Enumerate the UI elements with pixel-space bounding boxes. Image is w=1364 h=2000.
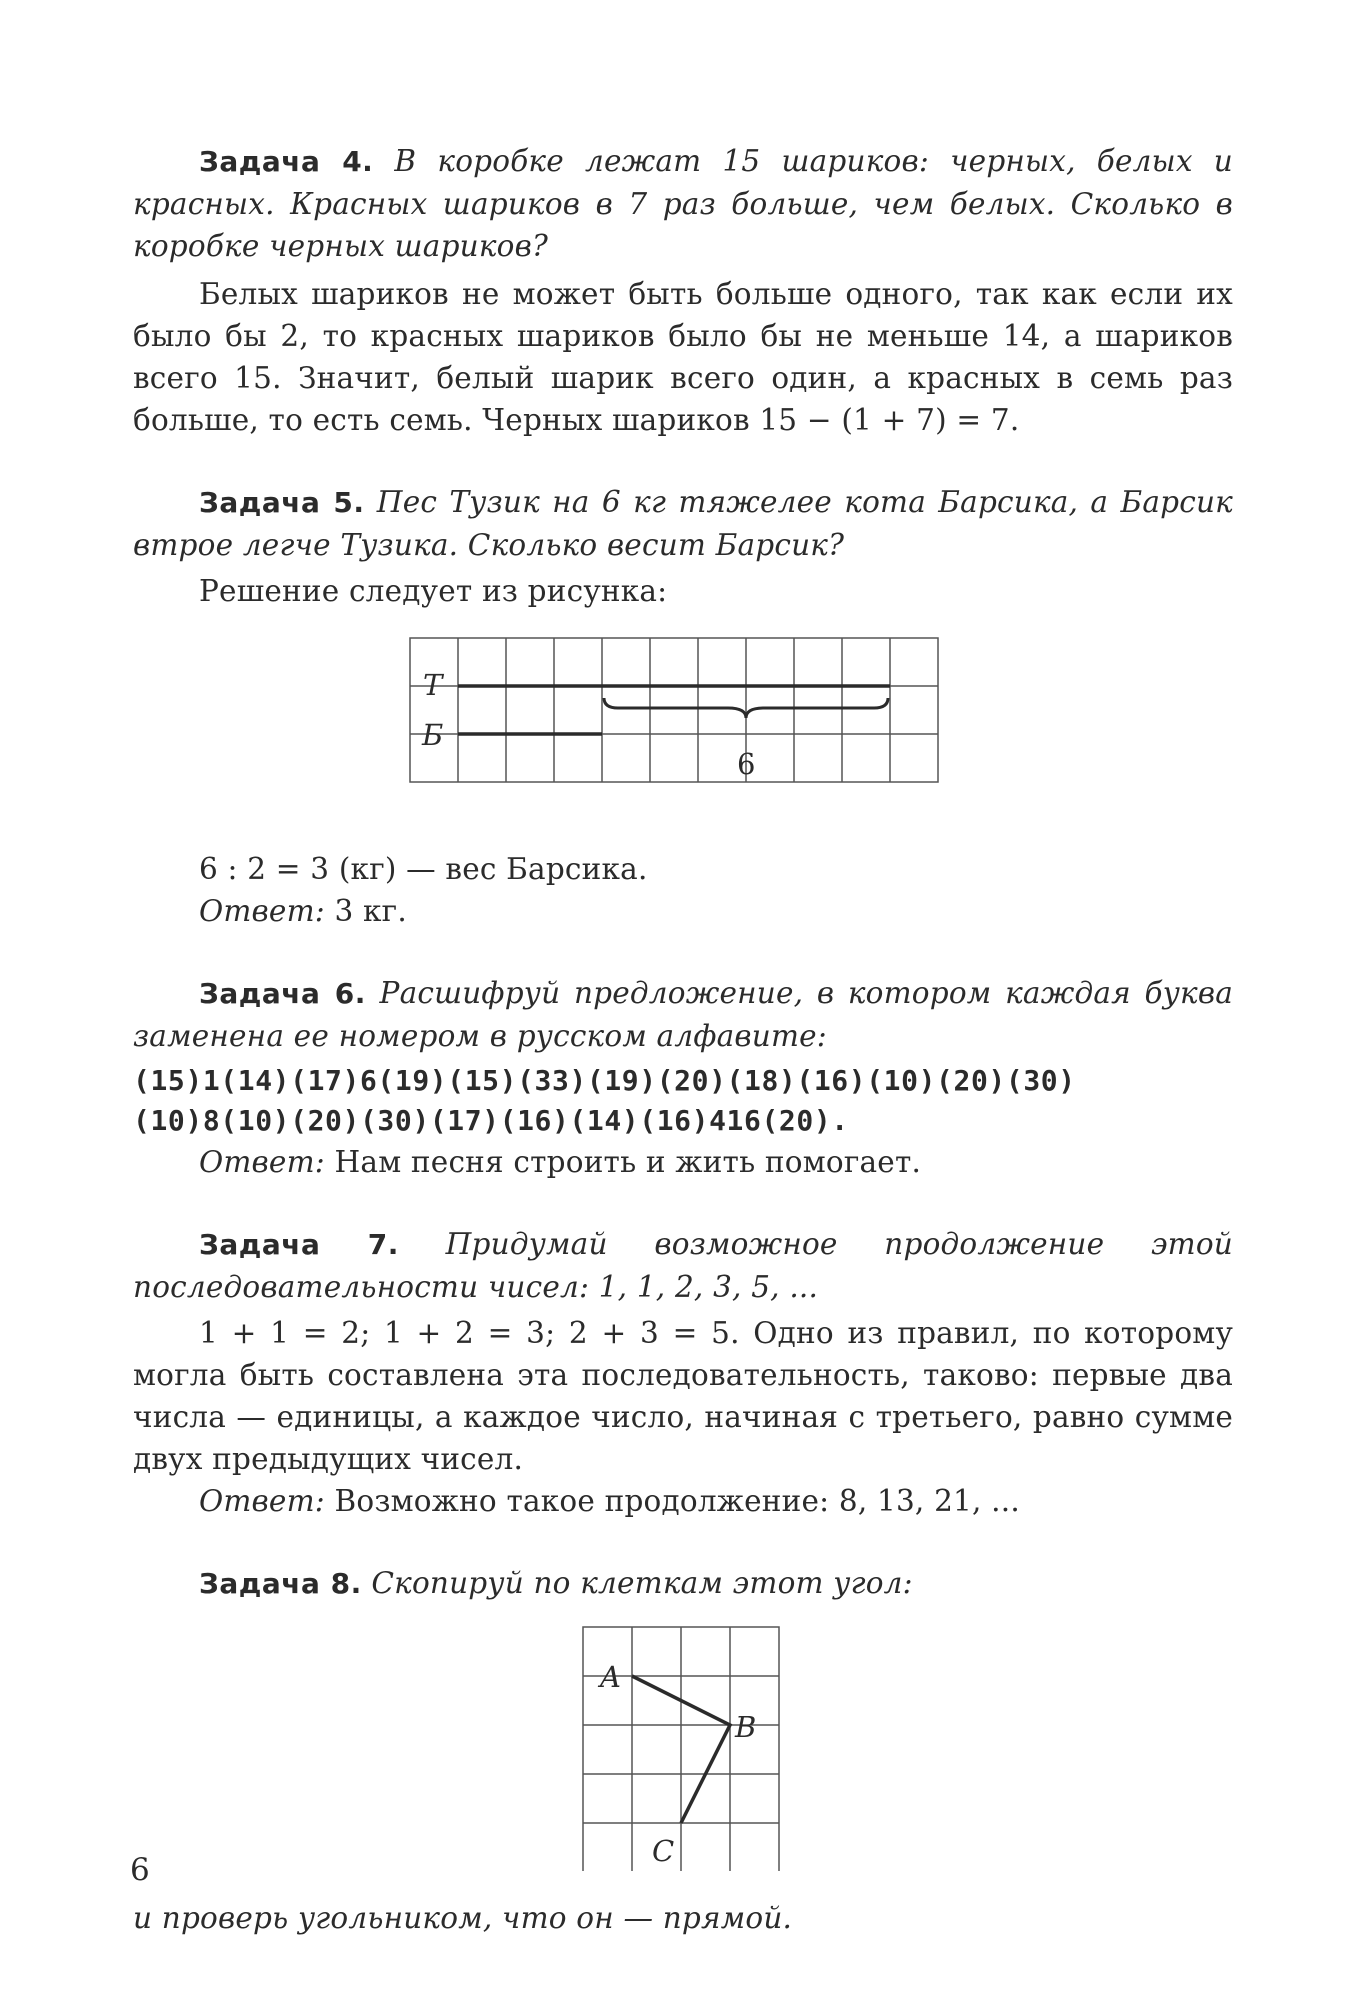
problem-8-title: Задача 8. — [199, 1567, 362, 1600]
label-b: Б — [422, 718, 444, 752]
problem-7 — [133, 1223, 1233, 1522]
problem-5 — [133, 481, 1233, 932]
problem-6-answer — [133, 1141, 1233, 1183]
problem-4-solution: Белых шариков не может быть больше одного, так как если их было бы 2, то красных шариков было бы не меньше 14, а шариков всего 15. Значит, белый шарик всего один, а красных в семь раз больше, то есть семь. Черных шариков 15 − (1 + 7) = 7. — [133, 277, 1233, 437]
answer-value: Нам песня строить и жить помогает. — [334, 1145, 922, 1179]
problem-5-title: Задача 5. — [199, 486, 365, 519]
problem-6-title: Задача 6. — [199, 977, 366, 1010]
problem-7-solution: 1 + 1 = 2; 1 + 2 = 3; 2 + 3 = 5. Одно из правил, по которому могла быть составлена эта последовательность, таково: первые два числа — единицы, а каждое число, начиная с третьего, равно сумме двух предыдущих чисел. — [133, 1316, 1233, 1476]
problem-8-statement — [133, 1562, 1233, 1605]
problem-7-answer — [133, 1480, 1233, 1522]
problem-8-after: и проверь угольником, что он — прямой. — [133, 1901, 793, 1935]
answer-value: 3 кг. — [334, 894, 407, 928]
problem-7-statement — [133, 1223, 1233, 1308]
label-t: Т — [423, 668, 443, 702]
label-c: C — [652, 1834, 675, 1868]
label-a: A — [600, 1660, 621, 1694]
problem-8 — [133, 1562, 1233, 1939]
problem-5-statement — [133, 481, 1233, 566]
problem-6-statement — [133, 972, 1233, 1057]
problem-6-text: Расшифруй предложение, в котором каждая буква заменена ее номером в русском алфавите: — [133, 976, 1234, 1053]
answer-value: Возможно такое продолжение: 8, 13, 21, ... — [334, 1484, 1020, 1518]
problem-4-title: Задача 4. — [199, 145, 374, 178]
problem-5-answer — [133, 890, 1233, 932]
page-number: 6 — [130, 1852, 150, 1888]
problem-5-intro: Решение следует из рисунка: — [199, 574, 668, 608]
answer-label: Ответ: — [199, 894, 325, 928]
problem-8-text: Скопируй по клеткам этот угол: — [371, 1566, 913, 1600]
answer-label: Ответ: — [199, 1484, 325, 1518]
problem-4 — [133, 140, 1233, 441]
brace-label: 6 — [737, 747, 756, 781]
problem-5-calc: 6 : 2 = 3 (кг) — вес Барсика. — [199, 852, 648, 886]
problem-7-title: Задача 7. — [199, 1228, 399, 1261]
problem-4-statement — [133, 140, 1233, 267]
weight-diagram — [133, 628, 1233, 818]
answer-label: Ответ: — [199, 1145, 325, 1179]
label-b-point: B — [735, 1710, 757, 1744]
page-content — [133, 140, 1233, 1939]
problem-5-text: Пес Тузик на 6 кг тяжелее кота Барсика, а Барсик втрое легче Тузика. Сколько весит Барсик? — [133, 485, 1233, 562]
code-line-2: (10)8(10)(20)(30)(17)(16)(14)(16)416(20). — [133, 1104, 849, 1137]
code-line-1: (15)1(14)(17)6(19)(15)(33)(19)(20)(18)(16)(10)(20)(30) — [133, 1064, 1076, 1097]
problem-4-text: В коробке лежат 15 шариков: черных, белых и красных. Красных шариков в 7 раз больше, чем белых. Сколько в коробке черных шариков? — [133, 144, 1233, 263]
angle-diagram — [133, 1621, 1233, 1871]
problem-7-text: Придумай возможное продолжение этой последовательности чисел: 1, 1, 2, 3, 5, ... — [133, 1227, 1234, 1304]
problem-6 — [133, 972, 1233, 1183]
